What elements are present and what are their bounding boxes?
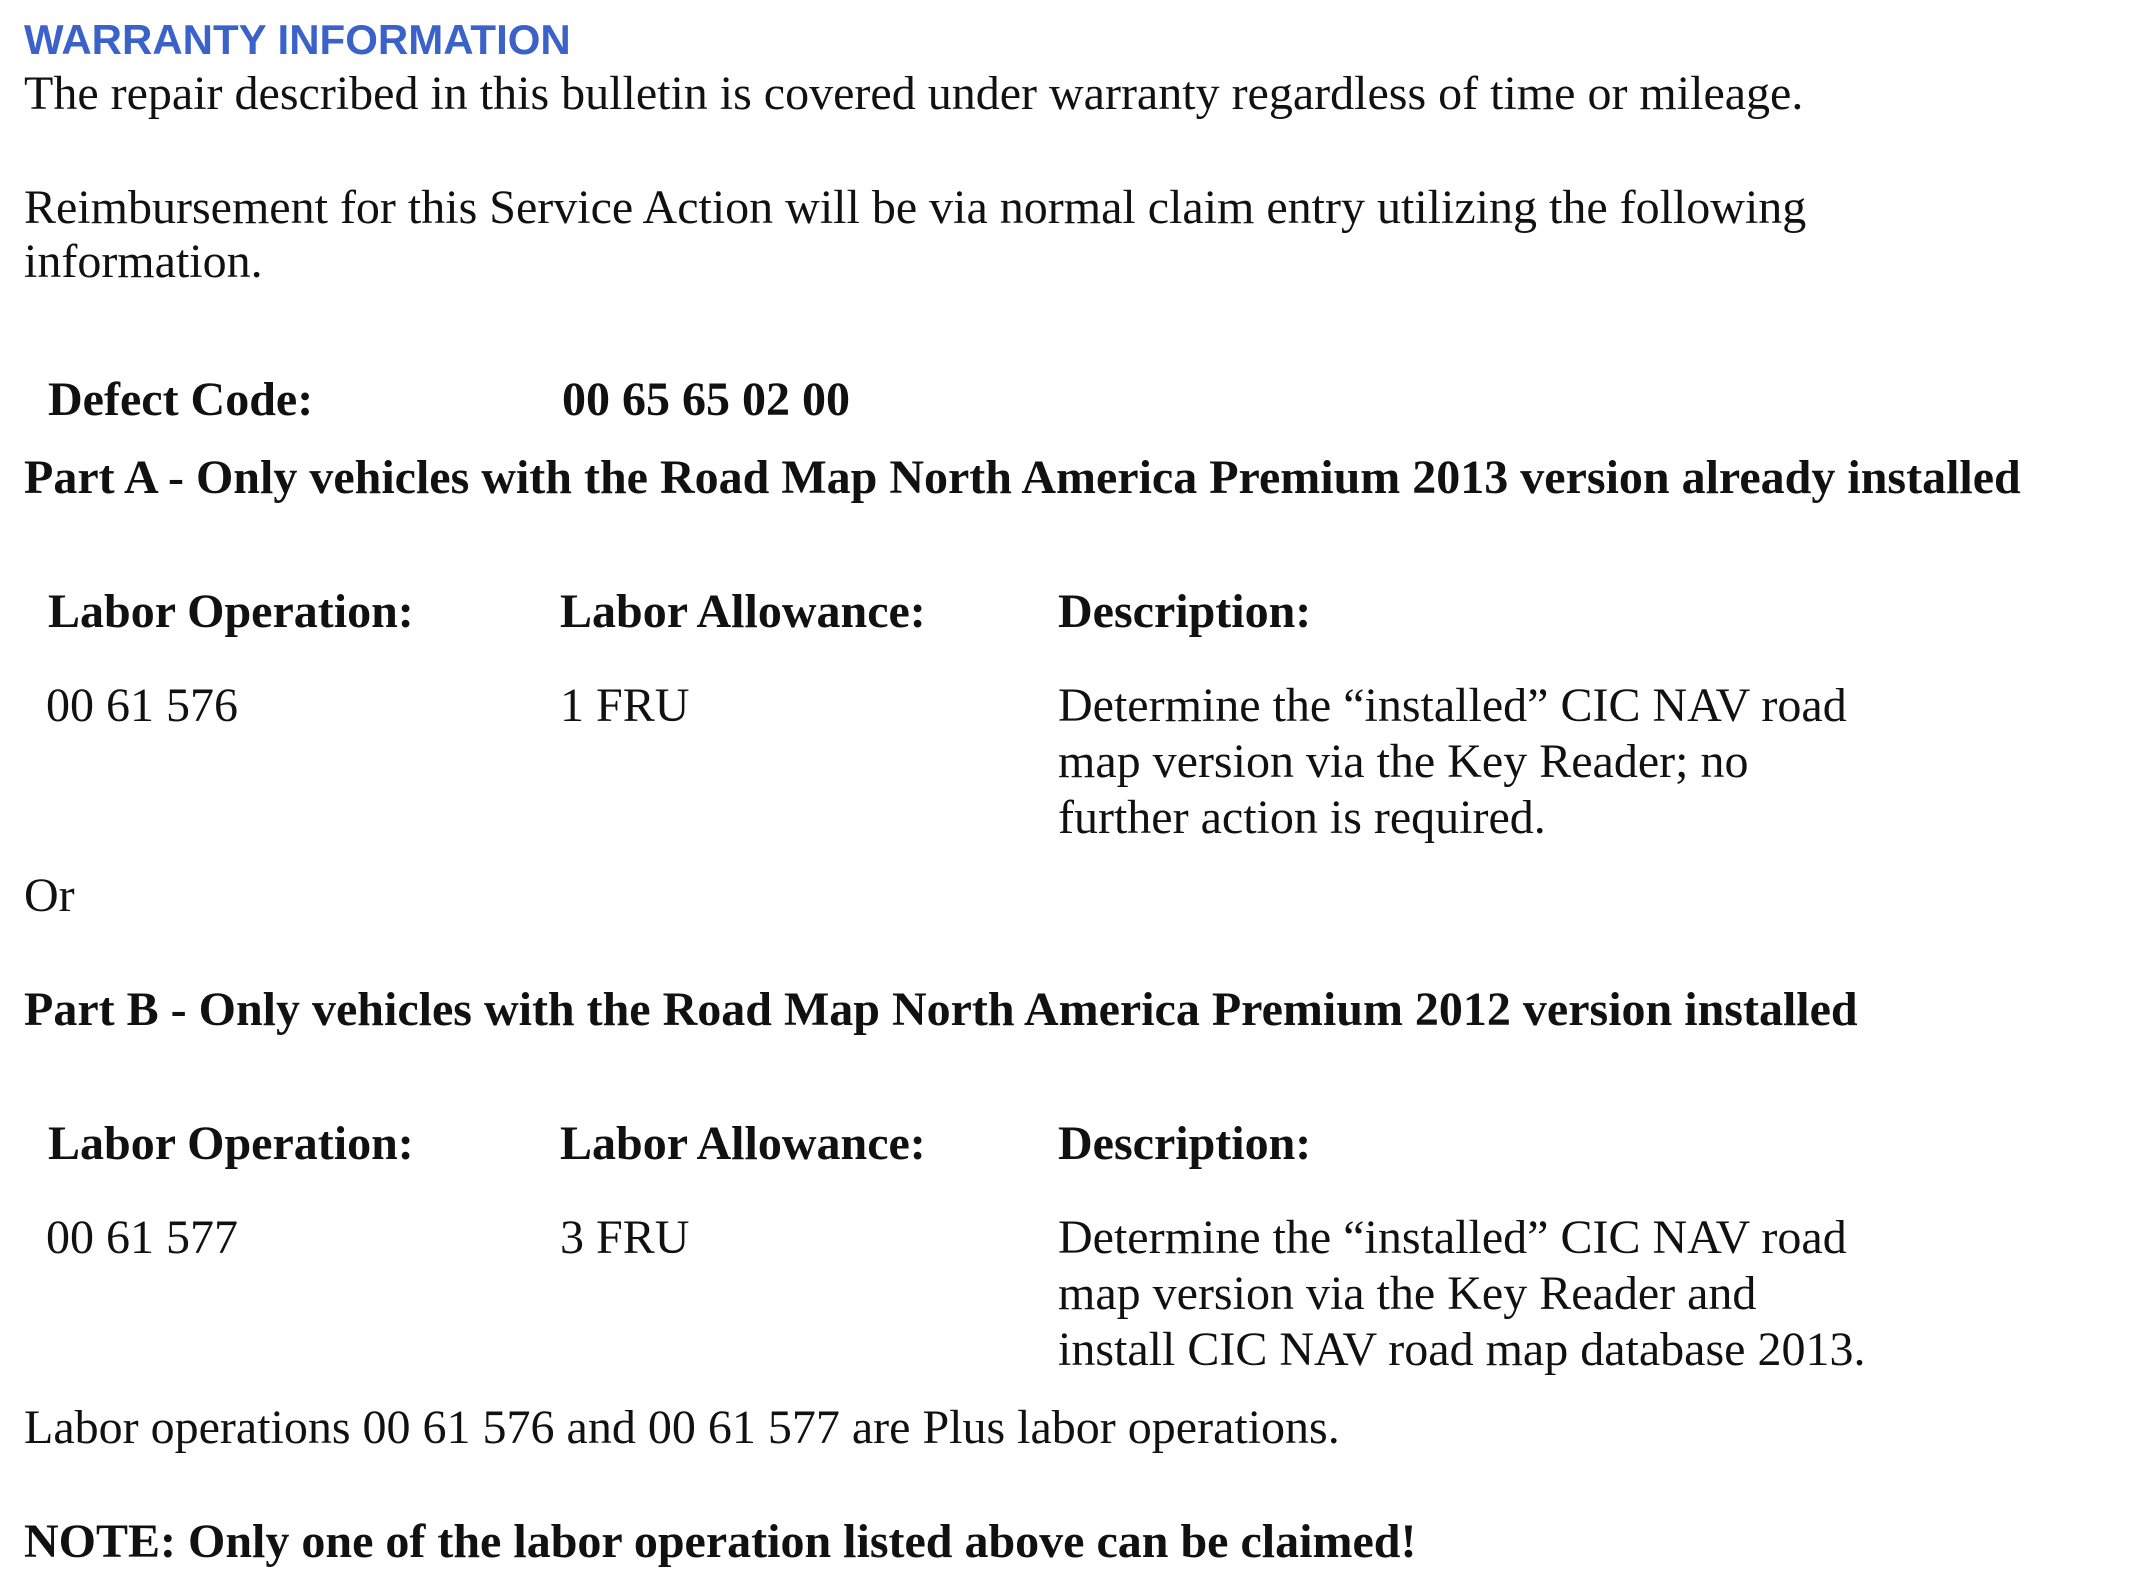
defect-code-value: 00 65 65 02 00 — [562, 373, 850, 426]
part-a-header-operation: Labor Operation: — [48, 585, 414, 638]
part-a-description-line-3: further action is required. — [1058, 791, 1546, 844]
claim-note: NOTE: Only one of the labor operation listed above can be claimed! — [24, 1515, 1417, 1568]
plus-labor-note: Labor operations 00 61 576 and 00 61 577 are Plus labor operations. — [24, 1401, 1340, 1454]
part-a-header-description: Description: — [1058, 585, 1312, 638]
intro-text: The repair described in this bulletin is covered under warranty regardless of time or mileage. — [24, 67, 1804, 120]
part-a-description-line-2: map version via the Key Reader; no — [1058, 735, 1749, 788]
reimbursement-line-2: information. — [24, 235, 263, 288]
part-b-operation-value: 00 61 577 — [46, 1211, 238, 1264]
part-b-description-line-2: map version via the Key Reader and — [1058, 1267, 1757, 1320]
part-b-allowance-value: 3 FRU — [560, 1211, 690, 1264]
part-a-allowance-value: 1 FRU — [560, 679, 690, 732]
part-b-header-description: Description: — [1058, 1117, 1312, 1170]
reimbursement-line-1: Reimbursement for this Service Action will be via normal claim entry utilizing the following — [24, 181, 1807, 234]
part-a-operation-value: 00 61 576 — [46, 679, 238, 732]
part-a-description-line-1: Determine the “installed” CIC NAV road — [1058, 679, 1847, 732]
part-b-description-line-1: Determine the “installed” CIC NAV road — [1058, 1211, 1847, 1264]
part-a-title: Part A - Only vehicles with the Road Map North America Premium 2013 version already installed — [24, 451, 2021, 504]
section-heading: WARRANTY INFORMATION — [24, 16, 571, 63]
part-b-title: Part B - Only vehicles with the Road Map North America Premium 2012 version installed — [24, 983, 1858, 1036]
part-a-header-allowance: Labor Allowance: — [560, 585, 926, 638]
or-separator: Or — [24, 869, 75, 922]
part-b-description-line-3: install CIC NAV road map database 2013. — [1058, 1323, 1866, 1376]
part-b-header-operation: Labor Operation: — [48, 1117, 414, 1170]
part-b-header-allowance: Labor Allowance: — [560, 1117, 926, 1170]
defect-code-label: Defect Code: — [48, 373, 314, 426]
